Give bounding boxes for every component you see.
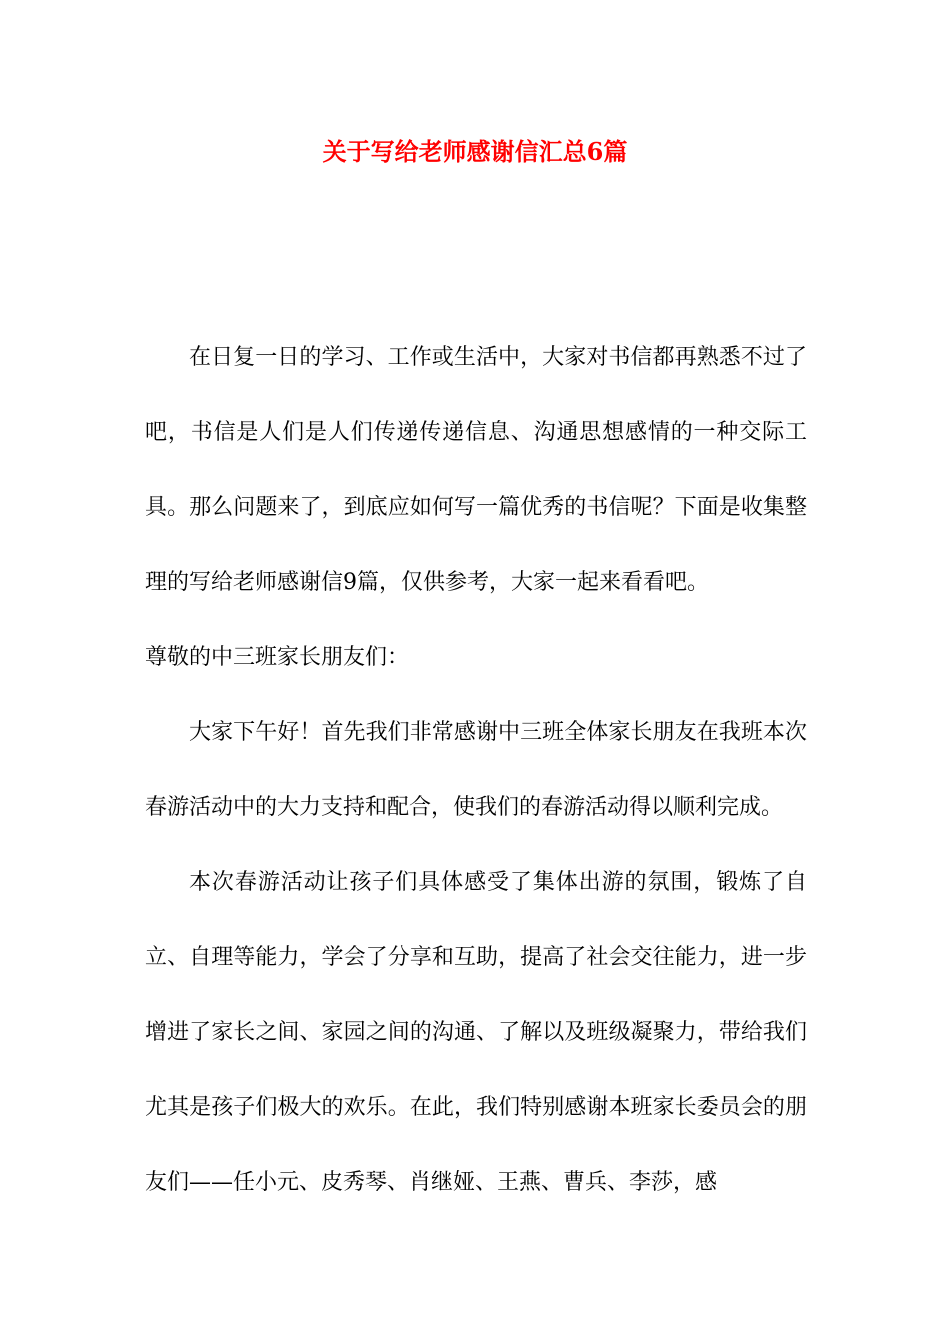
document-title: 关于写给老师感谢信汇总6篇: [322, 137, 628, 166]
greeting-paragraph: 大家下午好！首先我们非常感谢中三班全体家长朋友在我班本次春游活动中的大力支持和配合，使我们的春游活动得以顺利完成。: [145, 720, 807, 820]
salutation: 尊敬的中三班家长朋友们：: [145, 645, 410, 670]
thanks-paragraph: 本次春游活动让孩子们具体感受了集体出游的氛围，锻炼了自立、自理等能力，学会了分享和互助，提高了社会交往能力，进一步增进了家长之间、家园之间的沟通、了解以及班级凝聚力，带给我们尤其是孩子们极大的欢乐。在此，我们特别感谢本班家长委员会的朋友们——任小元、皮秀琴、肖继娅、王燕、曹兵、李莎，感: [145, 870, 807, 1195]
document-body: [145, 320, 807, 1220]
intro-paragraph: 在日复一日的学习、工作或生活中，大家对书信都再熟悉不过了吧，书信是人们是人们传递传递信息、沟通思想感情的一种交际工具。那么问题来了，到底应如何写一篇优秀的书信呢？下面是收集整理的写给老师感谢信9篇，仅供参考，大家一起来看看吧。: [145, 345, 807, 595]
